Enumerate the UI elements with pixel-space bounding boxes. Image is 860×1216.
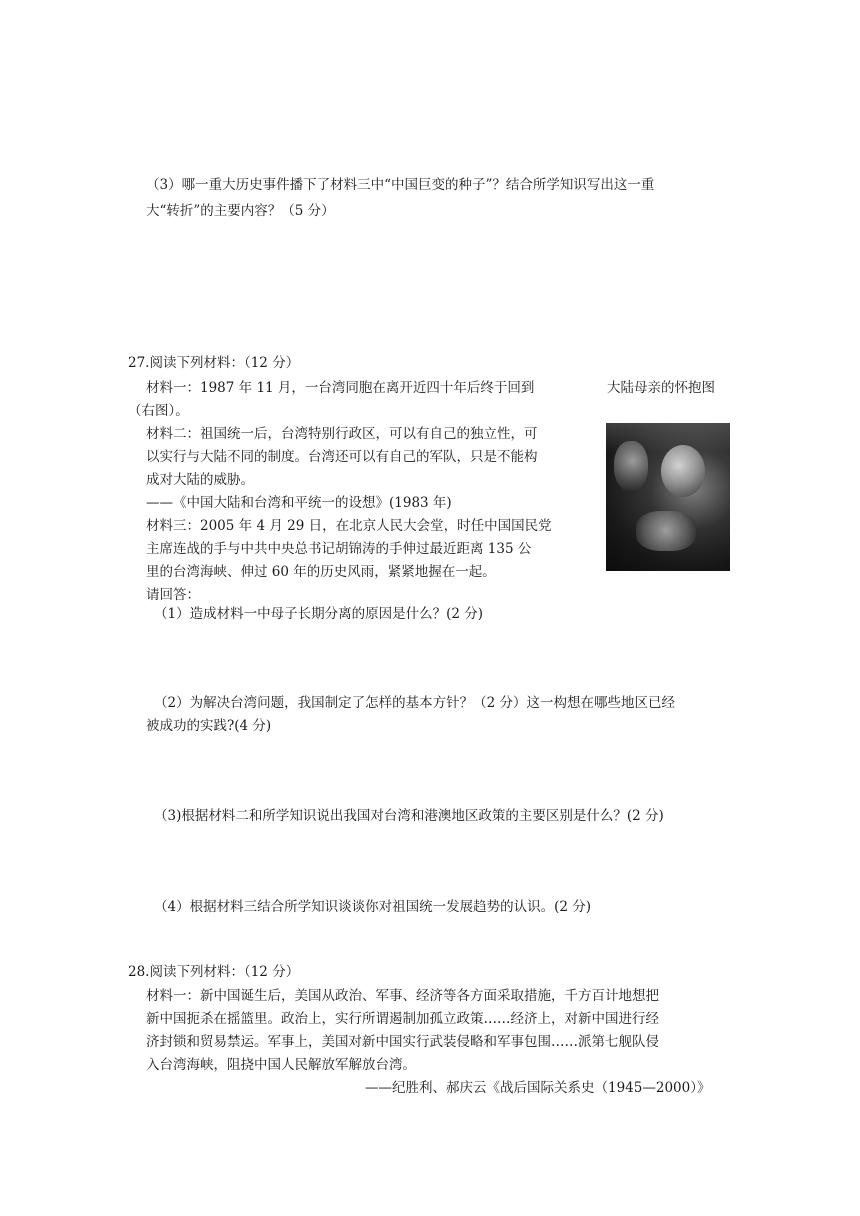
q27-material2-line2: 以实行与大陆不同的制度。台湾还可以有自己的军队，只是不能构 (146, 449, 538, 465)
q27-material2-line3: 成对大陆的威胁。 (146, 472, 254, 488)
q27-question3: （3)根据材料二和所学知识说出我国对台湾和港澳地区政策的主要区别是什么？(2 分) (154, 808, 664, 824)
q28-material1-line4: 入台湾海峡，阻挠中国人民解放军解放台湾。 (146, 1057, 416, 1073)
q28-material1-source: ——纪胜利、郝庆云《战后国际关系史（1945—2000）》 (365, 1080, 711, 1096)
q28-title: 28.阅读下列材料：（12 分） (128, 964, 300, 980)
q27-material1-line1: 材料一：1987 年 11 月，一台湾同胞在离开近四十年后终于回到 (146, 380, 535, 396)
q27-material3-line3: 里的台湾海峡、伸过 60 年的历史风雨，紧紧地握在一起。 (146, 564, 496, 580)
q27-prompt: 请回答： (146, 587, 200, 603)
q27-material1-line2: （右图）。 (128, 403, 189, 419)
q27-material3-line1: 材料三：2005 年 4 月 29 日，在北京人民大会堂，时任中国国民党 (146, 518, 552, 534)
q26-3-line1: （3）哪一重大历史事件播下了材料三中“中国巨变的种子”？结合所学知识写出这一重 (146, 177, 655, 193)
q27-question2-line2: 被成功的实践?(4 分) (146, 718, 272, 734)
q28-material1-line2: 新中国扼杀在摇篮里。政治上，实行所谓遏制加孤立政策……经济上，对新中国进行经 (146, 1011, 659, 1027)
q27-material2-source: ——《中国大陆和台湾和平统一的设想》(1983 年) (146, 495, 452, 511)
q27-question4: （4）根据材料三结合所学知识谈谈你对祖国统一发展趋势的认识。(2 分) (154, 899, 592, 915)
q27-material3-line2: 主席连战的手与中共中央总书记胡锦涛的手伸过最近距离 135 公 (146, 541, 532, 557)
q27-title: 27.阅读下列材料：（12 分） (128, 355, 300, 371)
q28-material1-line1: 材料一：新中国诞生后，美国从政治、军事、经济等各方面采取措施，千方百计地想把 (146, 988, 659, 1004)
q27-question2-line1: （2）为解决台湾问题，我国制定了怎样的基本方针？（2 分）这一构想在哪些地区已经 (154, 695, 675, 711)
q26-3-line2: 大“转折”的主要内容？（5 分） (146, 203, 335, 219)
reunion-photo (606, 423, 730, 571)
q27-material2-line1: 材料二：祖国统一后，台湾特别行政区，可以有自己的独立性，可 (146, 426, 538, 442)
q27-material1-line1-tail: 大陆母亲的怀抱图 (607, 380, 715, 396)
q28-material1-line3: 济封锁和贸易禁运。军事上，美国对新中国实行武装侵略和军事包围……派第七舰队侵 (146, 1034, 659, 1050)
q27-question1: （1）造成材料一中母子长期分离的原因是什么？(2 分) (154, 606, 484, 622)
